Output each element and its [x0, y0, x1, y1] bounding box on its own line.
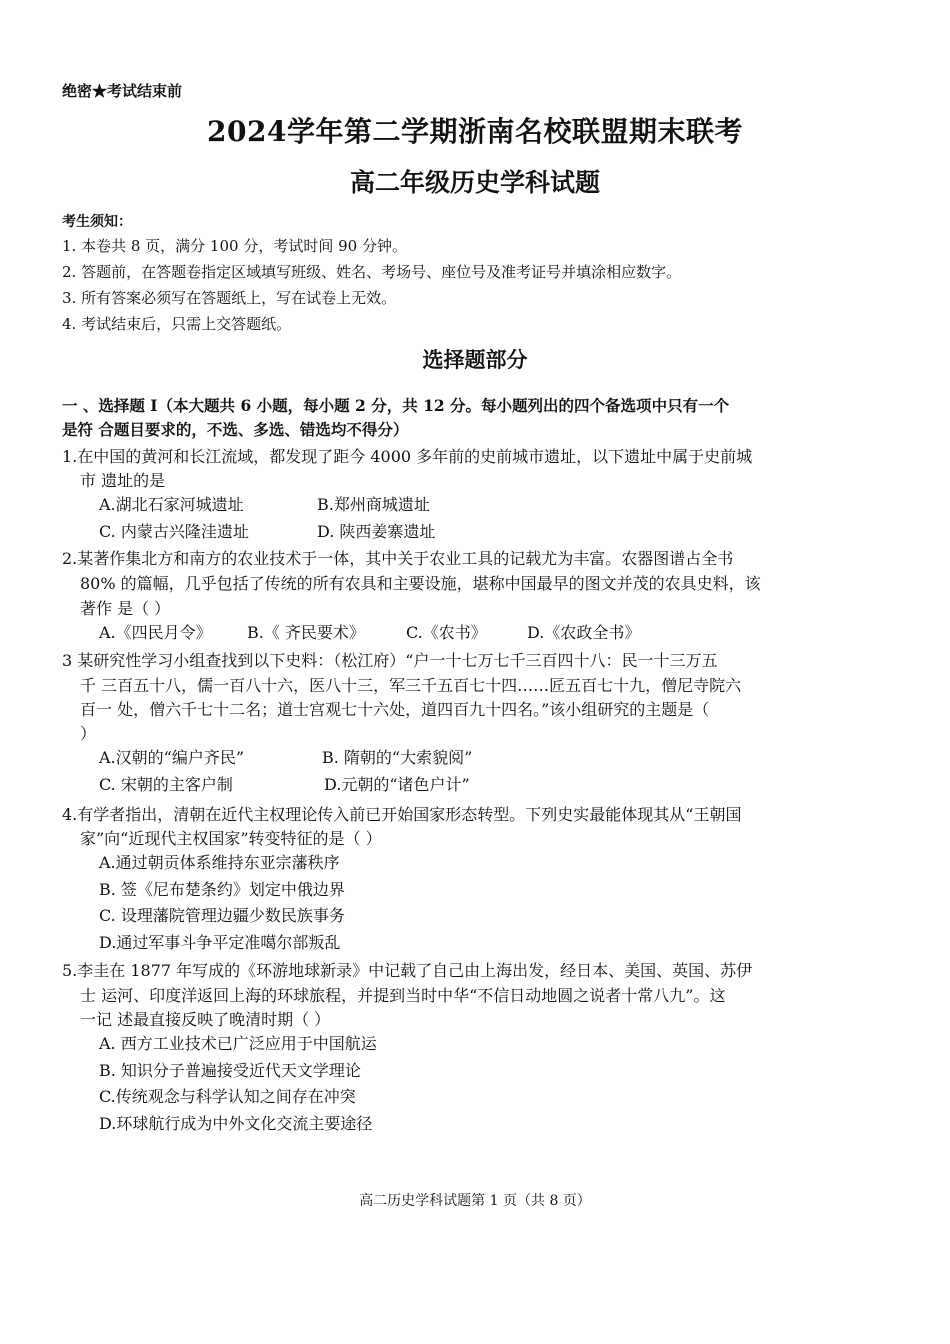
question-stem: 4.有学者指出，清朝在近代主权理论传入前已开始国家形态转型。下列史实最能体现其从“王朝国: [62, 805, 742, 824]
option-a: A. 西方工业技术已广泛应用于中国航运: [99, 1034, 377, 1053]
notice-item: 1. 本卷共 8 页，满分 100 分，考试时间 90 分钟。: [62, 237, 407, 255]
notice-item: 3. 所有答案必须写在答题纸上，写在试卷上无效。: [62, 289, 397, 307]
question-stem: 1.在中国的黄河和长江流域，都发现了距今 4000 多年前的史前城市遗址，以下遗址中属于史前城: [62, 447, 753, 466]
question-stem: 80% 的篇幅，几乎包括了传统的所有农具和主要设施，堪称中国最早的图文并茂的农具史料，该: [80, 574, 761, 593]
option-d: D.通过军事斗争平定准噶尔部叛乱: [99, 933, 341, 952]
option-b: B. 隋朝的“大索貌阅”: [322, 748, 473, 767]
question-stem: 市 遗址的是: [80, 471, 166, 490]
notice-item: 4. 考试结束后，只需上交答题纸。: [62, 315, 292, 333]
option-a: A.通过朝贡体系维持东亚宗藩秩序: [99, 853, 340, 872]
question-stem: ）: [80, 724, 97, 743]
question-stem: 著作 是（ ）: [80, 599, 171, 618]
option-b: B. 签《尼布楚条约》划定中俄边界: [99, 880, 345, 899]
option-d: D.元朝的“诸色户计”: [324, 775, 470, 794]
option-a: A.汉朝的“编户齐民”: [99, 748, 245, 767]
option-c: C. 宋朝的主客户制: [99, 775, 233, 794]
option-b: B.《 齐民要术》: [247, 623, 365, 642]
question-stem: 5.李圭在 1877 年写成的《环游地球新录》中记载了自己由上海出发，经日本、美国、英国、苏伊: [62, 961, 753, 980]
option-c: C.《农书》: [406, 623, 487, 642]
option-b: B.郑州商城遗址: [317, 495, 430, 514]
question-stem: 2.某著作集北方和南方的农业技术于一体，其中关于农业工具的记载尤为丰富。农器图谱占全书: [62, 549, 734, 568]
option-a: A.湖北石家河城遗址: [99, 495, 244, 514]
option-b: B. 知识分子普遍接受近代天文学理论: [99, 1061, 361, 1080]
option-a: A.《四民月令》: [99, 623, 212, 642]
group-instructions: 一 、选择题 I（本大题共 6 小题，每小题 2 分，共 12 分。每小题列出的四个备选项中只有一个: [62, 396, 730, 415]
question-stem: 家”向“近现代主权国家”转变特征的是（ ）: [80, 829, 382, 848]
option-c: C.传统观念与科学认知之间存在冲突: [99, 1087, 356, 1106]
question-stem: 百一 处，僧六千七十二名；道士宫观七十六处，道四百九十四名。”该小组研究的主题是（: [80, 700, 710, 719]
group-instructions: 是符 合题目要求的，不选、多选、错选均不得分）: [62, 420, 409, 439]
question-stem: 士 运河、印度洋返回上海的环球旅程，并提到当时中华“不信日动地圆之说者十常八九”。这: [80, 986, 726, 1005]
exam-title: 2024学年第二学期浙南名校联盟期末联考: [207, 115, 743, 148]
notice-item: 2. 答题前，在答题卷指定区域填写班级、姓名、考场号、座位号及准考证号并填涂相应数字。: [62, 263, 682, 281]
option-d: D.《农政全书》: [527, 623, 641, 642]
option-d: D.环球航行成为中外文化交流主要途径: [99, 1114, 373, 1133]
option-d: D. 陕西姜寨遗址: [317, 522, 436, 541]
option-c: C. 设理藩院管理边疆少数民族事务: [99, 906, 345, 925]
notice-heading: 考生须知：: [62, 214, 132, 230]
page-footer: 高二历史学科试题第 1 页（共 8 页）: [359, 1193, 591, 1209]
section-title: 选择题部分: [422, 347, 528, 372]
question-stem: 千 三百五十八，儒一百八十六，医八十三，军三千五百七十四……匠五百七十九，僧尼寺院六: [80, 676, 742, 695]
option-c: C. 内蒙古兴隆洼遗址: [99, 522, 249, 541]
exam-subtitle: 高二年级历史学科试题: [349, 168, 600, 197]
secret-mark: 绝密★考试结束前: [62, 82, 183, 100]
question-stem: 3 某研究性学习小组查找到以下史料：（松江府）“户一十七万七千三百四十八：民一十三万五: [62, 651, 718, 670]
question-stem: 一记 述最直接反映了晚清时期（ ）: [80, 1010, 331, 1029]
